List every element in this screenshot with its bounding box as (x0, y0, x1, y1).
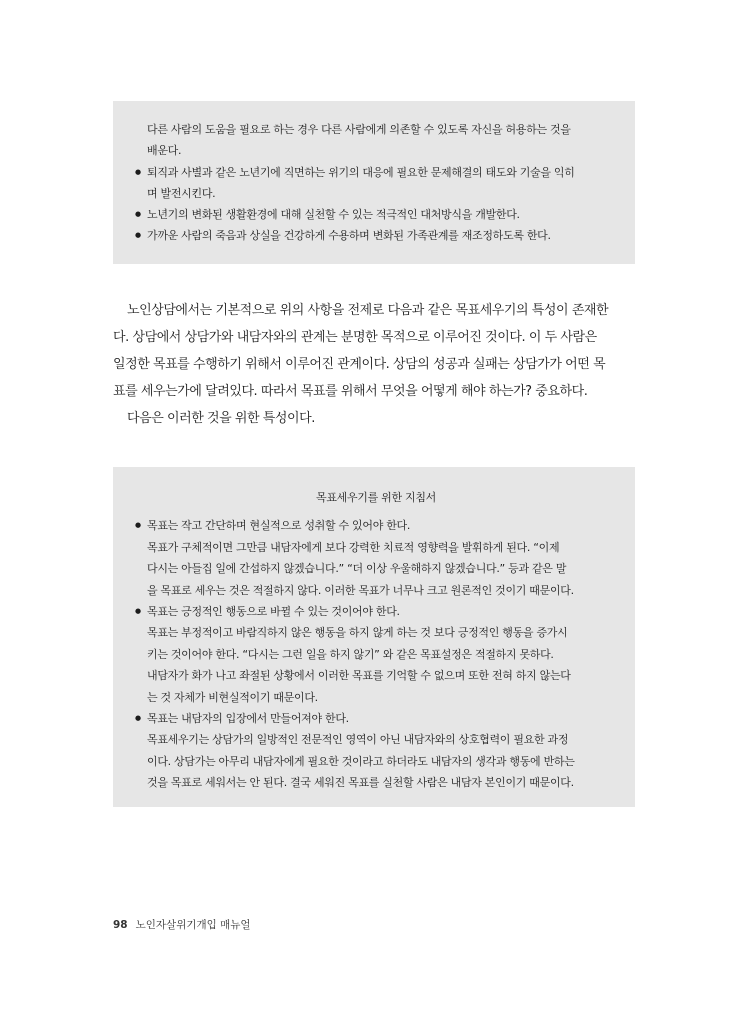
line-text: 목표세우기는 상담가의 일방적인 전문적인 영역이 아닌 내담자와의 상호협력이 필요한 과정 (147, 733, 569, 747)
text-line (135, 644, 617, 665)
line-text: 목표는 작고 간단하며 현실적으로 성취할 수 있어야 한다. (147, 519, 411, 533)
text-line (135, 687, 617, 708)
line-text: 는 것 자체가 비현실적이기 때문이다. (147, 690, 318, 704)
bullet-item (135, 162, 617, 183)
bullet-icon: ● (135, 167, 141, 176)
bullet-item (135, 708, 617, 729)
bullet-icon: ● (135, 231, 141, 240)
bullet-item (135, 601, 617, 622)
page-number: 98 (113, 919, 128, 931)
text-line (135, 140, 617, 161)
bullet-icon: ● (135, 714, 141, 723)
line-text: 키는 것이어야 한다. “다시는 그런 일을 하지 않기” 와 같은 목표설정은 적절하지 못하다. (147, 647, 554, 661)
line-text: 배운다. (147, 144, 182, 158)
guideline-box-top (113, 101, 635, 264)
paragraph-line: 표를 세우는가에 달려있다. 따라서 목표를 위해서 무엇을 어떻게 해야 하는가? 중요하다. (113, 384, 588, 399)
text-line (135, 751, 617, 772)
paragraph-line: 일정한 목표를 수행하기 위해서 이루어진 관계이다. 상담의 성공과 실패는 상담가가 어떤 목 (113, 357, 606, 372)
line-text: 가까운 사람의 죽음과 상실을 건강하게 수용하며 변화된 가족관계를 재조정하도록 한다. (147, 229, 551, 243)
text-line (135, 729, 617, 750)
text-line (135, 580, 617, 601)
text-line (135, 772, 617, 793)
line-text: 며 발전시킨다. (147, 186, 216, 200)
text-line (135, 537, 617, 558)
bullet-icon: ● (135, 521, 141, 530)
text-line (135, 665, 617, 686)
line-text: 목표가 구체적이면 그만큼 내담자에게 보다 강력한 치료적 영향력을 발휘하게 된다. “이제 (147, 540, 560, 554)
paragraph-line: 다. 상담에서 상담가와 내담자와의 관계는 분명한 목적으로 이루어진 것이다. 이 두 사람은 (113, 330, 597, 345)
paragraph-line: 노인상담에서는 기본적으로 위의 사항을 전제로 다음과 같은 목표세우기의 특성이 존재한 (127, 303, 609, 318)
line-text: 목표는 긍정적인 행동으로 바뀔 수 있는 것이어야 한다. (147, 605, 400, 619)
line-text: 노년기의 변화된 생활환경에 대해 실천할 수 있는 적극적인 대처방식을 개발한다. (147, 208, 520, 222)
bullet-item (135, 515, 617, 536)
line-text: 다른 사람의 도움을 필요로 하는 경우 다른 사람에게 의존할 수 있도록 자신을 허용하는 것을 (147, 123, 571, 136)
bullet-icon: ● (135, 607, 141, 616)
text-line (135, 119, 617, 140)
line-text: 퇴직과 사별과 같은 노년기에 직면하는 위기의 대응에 필요한 문제해결의 태도와 기술을 익히 (147, 165, 575, 179)
text-line (135, 183, 617, 204)
line-text: 것을 목표로 세워서는 안 된다. 결국 세워진 목표를 실천할 사람은 내담자 본인이기 때문이다. (147, 776, 574, 790)
bullet-item (135, 225, 617, 246)
goal-setting-guideline-box (113, 467, 635, 807)
line-text: 목표는 부정적이고 바람직하지 않은 행동을 하지 않게 하는 것 보다 긍정적인 행동을 증가시 (147, 626, 568, 640)
line-text: 다시는 아들집 일에 간섭하지 않겠습니다.” “더 이상 우울해하지 않겠습니다.” 등과 같은 말 (147, 562, 567, 576)
footer-title: 노인자살위기개입 매뉴얼 (135, 919, 251, 931)
line-text: 목표는 내담자의 입장에서 만들어져야 한다. (147, 712, 349, 726)
line-text: 을 목표로 세우는 것은 적절하지 않다. 이러한 목표가 너무나 크고 원론적인 것이기 때문이다. (147, 583, 574, 597)
line-text: 내담자가 화가 나고 좌절된 상황에서 이러한 목표를 기억할 수 없으며 또한 전혀 하지 않는다 (147, 669, 571, 683)
page-footer (113, 917, 251, 932)
line-text: 이다. 상담가는 아무리 내담자에게 필요한 것이라고 하더라도 내담자의 생각과 행동에 반하는 (147, 754, 575, 768)
text-line (135, 622, 617, 643)
guideline-box-title: 목표세우기를 위한 지침서 (316, 491, 436, 504)
body-paragraph (113, 297, 635, 432)
bullet-item (135, 204, 617, 225)
text-line (135, 558, 617, 579)
bullet-icon: ● (135, 210, 141, 219)
paragraph-line: 다음은 이러한 것을 위한 특성이다. (127, 411, 315, 426)
